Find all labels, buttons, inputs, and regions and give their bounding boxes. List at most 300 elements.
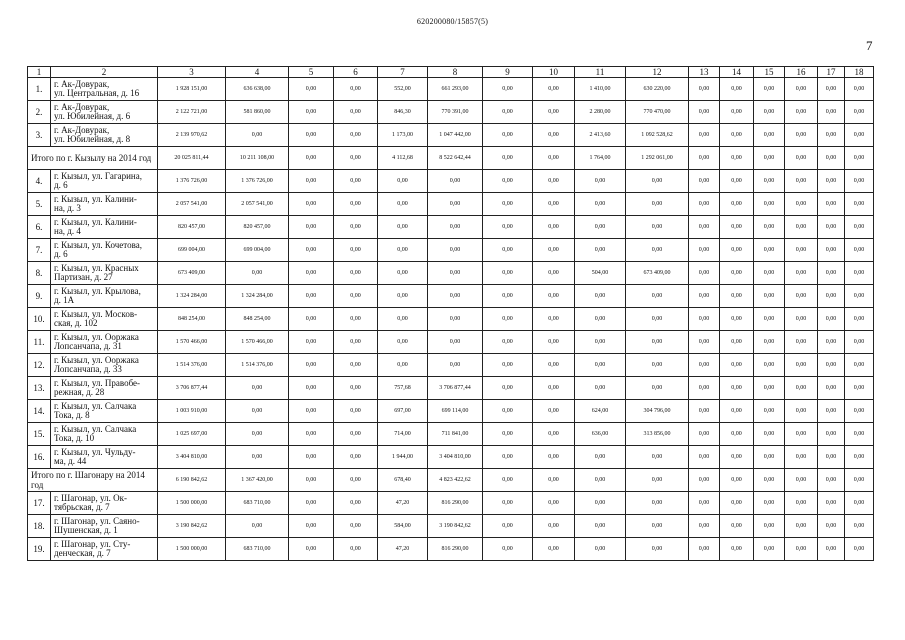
value-cell: 0,00	[533, 538, 575, 561]
value-cell: 0,00	[689, 239, 720, 262]
value-cell: 581 860,00	[226, 101, 289, 124]
address-line: г. Кызыл, ул. Калини-	[54, 216, 137, 227]
value-cell: 0,00	[626, 515, 689, 538]
value-cell: 3 190 842,62	[428, 515, 483, 538]
value-cell: 0,00	[754, 239, 785, 262]
value-cell: 0,00	[334, 262, 378, 285]
value-cell: 0,00	[785, 147, 818, 170]
value-cell: 0,00	[378, 262, 428, 285]
value-cell: 0,00	[785, 101, 818, 124]
value-cell: 0,00	[575, 469, 626, 492]
value-cell: 0,00	[754, 285, 785, 308]
value-cell: 0,00	[754, 308, 785, 331]
value-cell: 1 764,00	[575, 147, 626, 170]
value-cell: 0,00	[626, 285, 689, 308]
value-cell: 10 211 108,00	[226, 147, 289, 170]
value-cell: 0,00	[845, 124, 874, 147]
value-cell: 0,00	[334, 538, 378, 561]
value-cell: 0,00	[334, 331, 378, 354]
value-cell: 0,00	[845, 239, 874, 262]
header-cell: 6	[334, 67, 378, 78]
address-line: д. 6	[54, 249, 68, 259]
value-cell: 0,00	[334, 147, 378, 170]
value-cell: 0,00	[428, 262, 483, 285]
value-cell: 0,00	[720, 239, 754, 262]
value-cell: 0,00	[483, 469, 533, 492]
value-cell: 0,00	[226, 377, 289, 400]
value-cell: 0,00	[483, 308, 533, 331]
row-number: 12.	[28, 354, 51, 377]
value-cell: 0,00	[845, 538, 874, 561]
value-cell: 1 944,00	[378, 446, 428, 469]
header-cell: 14	[720, 67, 754, 78]
value-cell: 0,00	[818, 538, 845, 561]
value-cell: 0,00	[334, 354, 378, 377]
value-cell: 0,00	[289, 239, 334, 262]
table-row	[28, 538, 874, 561]
address-line: д. 1А	[54, 295, 75, 305]
value-cell: 0,00	[626, 193, 689, 216]
value-cell: 770 391,00	[428, 101, 483, 124]
header-cell: 18	[845, 67, 874, 78]
table-row	[28, 101, 874, 124]
value-cell: 820 457,00	[158, 216, 226, 239]
value-cell: 0,00	[785, 78, 818, 101]
value-cell: 0,00	[575, 216, 626, 239]
value-cell: 0,00	[626, 170, 689, 193]
value-cell: 0,00	[428, 331, 483, 354]
row-number: 15.	[28, 423, 51, 446]
value-cell: 699 004,00	[158, 239, 226, 262]
value-cell: 0,00	[754, 400, 785, 423]
value-cell: 0,00	[754, 515, 785, 538]
address-cell	[51, 308, 158, 331]
value-cell: 0,00	[289, 170, 334, 193]
value-cell: 0,00	[785, 423, 818, 446]
value-cell: 0,00	[845, 492, 874, 515]
value-cell: 0,00	[289, 515, 334, 538]
address-line: г. Кызыл, ул. Гагарина,	[54, 170, 142, 181]
address-line: Тока, д. 10	[54, 433, 95, 443]
value-cell: 0,00	[378, 239, 428, 262]
value-cell: 1 376 726,00	[158, 170, 226, 193]
value-cell: 2 280,00	[575, 101, 626, 124]
value-cell: 0,00	[483, 124, 533, 147]
header-cell: 1	[28, 67, 51, 78]
address-line: на, д. 3	[54, 203, 81, 213]
value-cell: 0,00	[720, 400, 754, 423]
value-cell: 0,00	[289, 423, 334, 446]
value-cell: 0,00	[289, 78, 334, 101]
value-cell: 0,00	[483, 262, 533, 285]
value-cell: 0,00	[334, 101, 378, 124]
header-cell: 16	[785, 67, 818, 78]
row-number: 3.	[28, 124, 51, 147]
value-cell: 0,00	[845, 331, 874, 354]
value-cell: 3 706 877,44	[428, 377, 483, 400]
value-cell: 0,00	[845, 193, 874, 216]
value-cell: 816 290,00	[428, 538, 483, 561]
value-cell: 0,00	[533, 331, 575, 354]
address-line: г. Шагонар, ул. Ок-	[54, 492, 127, 503]
value-cell: 0,00	[754, 170, 785, 193]
address-line: Тока, д. 8	[54, 410, 90, 420]
value-cell: 0,00	[334, 78, 378, 101]
value-cell: 0,00	[533, 354, 575, 377]
value-cell: 0,00	[845, 78, 874, 101]
value-cell: 0,00	[689, 285, 720, 308]
value-cell: 0,00	[483, 331, 533, 354]
value-cell: 0,00	[785, 170, 818, 193]
value-cell: 624,00	[575, 400, 626, 423]
value-cell: 20 025 811,44	[158, 147, 226, 170]
value-cell: 0,00	[483, 239, 533, 262]
value-cell: 0,00	[334, 193, 378, 216]
value-cell: 0,00	[845, 515, 874, 538]
value-cell: 0,00	[334, 377, 378, 400]
value-cell: 584,00	[378, 515, 428, 538]
table-row	[28, 78, 874, 101]
row-number: 7.	[28, 239, 51, 262]
address-cell	[51, 515, 158, 538]
value-cell: 0,00	[626, 538, 689, 561]
value-cell: 0,00	[533, 400, 575, 423]
value-cell: 0,00	[689, 170, 720, 193]
value-cell: 0,00	[785, 515, 818, 538]
value-cell: 848 254,00	[226, 308, 289, 331]
address-cell	[51, 124, 158, 147]
value-cell: 0,00	[378, 216, 428, 239]
value-cell: 2 057 541,00	[226, 193, 289, 216]
value-cell: 0,00	[720, 423, 754, 446]
value-cell: 673 409,00	[626, 262, 689, 285]
value-cell: 0,00	[818, 239, 845, 262]
header-cell: 15	[754, 67, 785, 78]
value-cell: 0,00	[818, 101, 845, 124]
value-cell: 313 856,00	[626, 423, 689, 446]
value-cell: 0,00	[845, 101, 874, 124]
value-cell: 0,00	[845, 170, 874, 193]
value-cell: 0,00	[785, 400, 818, 423]
value-cell: 0,00	[483, 170, 533, 193]
address-cell	[51, 331, 158, 354]
value-cell: 0,00	[720, 124, 754, 147]
value-cell: 0,00	[689, 446, 720, 469]
value-cell: 0,00	[818, 492, 845, 515]
value-cell: 0,00	[226, 446, 289, 469]
address-line: г. Шагонар, ул. Сту-	[54, 538, 131, 549]
address-cell	[51, 262, 158, 285]
table-row	[28, 331, 874, 354]
value-cell: 0,00	[754, 78, 785, 101]
value-cell: 1 570 466,00	[226, 331, 289, 354]
value-cell: 0,00	[575, 492, 626, 515]
value-cell: 0,00	[689, 515, 720, 538]
value-cell: 0,00	[334, 124, 378, 147]
value-cell: 0,00	[533, 308, 575, 331]
value-cell: 0,00	[689, 101, 720, 124]
value-cell: 0,00	[378, 193, 428, 216]
value-cell: 0,00	[626, 331, 689, 354]
value-cell: 0,00	[754, 124, 785, 147]
value-cell: 0,00	[483, 354, 533, 377]
value-cell: 699 114,00	[428, 400, 483, 423]
address-line: ул. Центральная, д. 16	[54, 88, 140, 98]
value-cell: 0,00	[226, 400, 289, 423]
value-cell: 1 410,00	[575, 78, 626, 101]
value-cell: 0,00	[785, 308, 818, 331]
value-cell: 0,00	[754, 492, 785, 515]
value-cell: 714,00	[378, 423, 428, 446]
address-line: Шушенская, д. 1	[54, 525, 118, 535]
address-line: г. Кызыл, ул. Москов-	[54, 308, 138, 319]
value-cell: 2 122 721,00	[158, 101, 226, 124]
value-cell: 0,00	[626, 469, 689, 492]
value-cell: 0,00	[818, 193, 845, 216]
value-cell: 0,00	[483, 492, 533, 515]
total-label: Итого по г. Кызылу на 2014 год	[28, 147, 158, 170]
address-line: ма, д. 44	[54, 456, 87, 466]
value-cell: 0,00	[575, 354, 626, 377]
value-cell: 0,00	[689, 331, 720, 354]
value-cell: 0,00	[689, 308, 720, 331]
document-id: 620200080/15857(5)	[416, 17, 489, 26]
value-cell: 0,00	[689, 400, 720, 423]
value-cell: 0,00	[575, 193, 626, 216]
address-cell	[51, 239, 158, 262]
header-cell: 11	[575, 67, 626, 78]
value-cell: 673 409,00	[158, 262, 226, 285]
value-cell: 0,00	[575, 308, 626, 331]
table-row	[28, 193, 874, 216]
value-cell: 0,00	[818, 400, 845, 423]
table-row	[28, 308, 874, 331]
header-cell: 10	[533, 67, 575, 78]
value-cell: 0,00	[378, 285, 428, 308]
value-cell: 0,00	[720, 216, 754, 239]
value-cell: 1 514 376,00	[158, 354, 226, 377]
address-line: г. Шагонар, ул. Саяно-	[54, 515, 140, 526]
value-cell: 0,00	[483, 193, 533, 216]
header-cell: 12	[626, 67, 689, 78]
page-number: 7	[866, 38, 873, 53]
value-cell: 0,00	[334, 446, 378, 469]
value-cell: 4 823 422,62	[428, 469, 483, 492]
value-cell: 0,00	[626, 308, 689, 331]
value-cell: 0,00	[533, 377, 575, 400]
value-cell: 0,00	[226, 124, 289, 147]
value-cell: 0,00	[289, 262, 334, 285]
address-cell	[51, 170, 158, 193]
value-cell: 630 220,00	[626, 78, 689, 101]
value-cell: 0,00	[289, 216, 334, 239]
value-cell: 0,00	[334, 308, 378, 331]
value-cell: 0,00	[689, 492, 720, 515]
value-cell: 0,00	[289, 492, 334, 515]
value-cell: 0,00	[575, 377, 626, 400]
value-cell: 0,00	[754, 262, 785, 285]
address-cell	[51, 538, 158, 561]
address-line: режная, д. 28	[54, 387, 105, 397]
address-cell	[51, 78, 158, 101]
header-cell: 17	[818, 67, 845, 78]
address-line: г. Кызыл, ул. Салчака	[54, 400, 137, 411]
value-cell: 0,00	[289, 377, 334, 400]
value-cell: 0,00	[818, 469, 845, 492]
row-number: 6.	[28, 216, 51, 239]
value-cell: 0,00	[483, 101, 533, 124]
table-row	[28, 262, 874, 285]
value-cell: 0,00	[575, 515, 626, 538]
value-cell: 0,00	[533, 285, 575, 308]
value-cell: 0,00	[720, 538, 754, 561]
address-line: д. 6	[54, 180, 68, 190]
value-cell: 0,00	[533, 469, 575, 492]
value-cell: 0,00	[818, 124, 845, 147]
value-cell: 0,00	[720, 101, 754, 124]
address-cell	[51, 400, 158, 423]
value-cell: 0,00	[754, 354, 785, 377]
value-cell: 0,00	[289, 147, 334, 170]
row-number: 4.	[28, 170, 51, 193]
value-cell: 1 003 910,00	[158, 400, 226, 423]
address-line: ская, д. 102	[54, 318, 98, 328]
value-cell: 0,00	[785, 331, 818, 354]
row-number: 5.	[28, 193, 51, 216]
value-cell: 848 254,00	[158, 308, 226, 331]
value-cell: 0,00	[720, 308, 754, 331]
value-cell: 0,00	[334, 285, 378, 308]
address-line: г. Кызыл, ул. Крылова,	[54, 285, 141, 296]
address-line: денческая, д. 7	[54, 548, 111, 558]
value-cell: 1 292 061,00	[626, 147, 689, 170]
row-number: 18.	[28, 515, 51, 538]
value-cell: 0,00	[428, 354, 483, 377]
value-cell: 0,00	[378, 331, 428, 354]
value-cell: 0,00	[533, 147, 575, 170]
value-cell: 0,00	[754, 331, 785, 354]
value-cell: 0,00	[289, 193, 334, 216]
address-cell	[51, 285, 158, 308]
value-cell: 0,00	[689, 78, 720, 101]
value-cell: 0,00	[785, 285, 818, 308]
value-cell: 0,00	[720, 446, 754, 469]
value-cell: 0,00	[785, 193, 818, 216]
address-cell	[51, 101, 158, 124]
value-cell: 0,00	[845, 400, 874, 423]
value-cell: 757,68	[378, 377, 428, 400]
value-cell: 0,00	[289, 285, 334, 308]
header-cell: 8	[428, 67, 483, 78]
value-cell: 0,00	[533, 262, 575, 285]
value-cell: 0,00	[483, 78, 533, 101]
value-cell: 0,00	[845, 147, 874, 170]
value-cell: 1 324 284,00	[226, 285, 289, 308]
value-cell: 0,00	[334, 423, 378, 446]
value-cell: 1 025 697,00	[158, 423, 226, 446]
table-row	[28, 285, 874, 308]
value-cell: 1 173,00	[378, 124, 428, 147]
value-cell: 0,00	[533, 101, 575, 124]
value-cell: 0,00	[689, 147, 720, 170]
value-cell: 0,00	[720, 262, 754, 285]
value-cell: 0,00	[689, 124, 720, 147]
header-cell: 9	[483, 67, 533, 78]
value-cell: 0,00	[289, 331, 334, 354]
value-cell: 0,00	[785, 262, 818, 285]
value-cell: 678,40	[378, 469, 428, 492]
value-cell: 0,00	[785, 469, 818, 492]
value-cell: 0,00	[754, 446, 785, 469]
value-cell: 0,00	[533, 216, 575, 239]
value-cell: 0,00	[378, 308, 428, 331]
value-cell: 0,00	[289, 101, 334, 124]
value-cell: 8 522 642,44	[428, 147, 483, 170]
row-number: 11.	[28, 331, 51, 354]
address-cell	[51, 354, 158, 377]
value-cell: 0,00	[626, 492, 689, 515]
value-cell: 0,00	[689, 262, 720, 285]
value-cell: 0,00	[720, 492, 754, 515]
value-cell: 0,00	[289, 308, 334, 331]
table-row	[28, 515, 874, 538]
value-cell: 1 376 726,00	[226, 170, 289, 193]
data-table	[27, 66, 874, 561]
table-row	[28, 170, 874, 193]
value-cell: 683 710,00	[226, 538, 289, 561]
header-cell: 3	[158, 67, 226, 78]
address-cell	[51, 446, 158, 469]
value-cell: 504,00	[575, 262, 626, 285]
value-cell: 0,00	[334, 170, 378, 193]
value-cell: 0,00	[289, 469, 334, 492]
value-cell: 0,00	[689, 216, 720, 239]
header-row	[28, 67, 874, 78]
address-line: на, д. 4	[54, 226, 81, 236]
value-cell: 636 638,00	[226, 78, 289, 101]
value-cell: 0,00	[289, 400, 334, 423]
value-cell: 0,00	[785, 216, 818, 239]
value-cell: 0,00	[483, 446, 533, 469]
value-cell: 0,00	[845, 446, 874, 469]
row-number: 14.	[28, 400, 51, 423]
value-cell: 0,00	[818, 285, 845, 308]
value-cell: 0,00	[720, 469, 754, 492]
table-row	[28, 354, 874, 377]
value-cell: 0,00	[378, 354, 428, 377]
value-cell: 0,00	[818, 308, 845, 331]
value-cell: 0,00	[689, 354, 720, 377]
value-cell: 0,00	[428, 193, 483, 216]
value-cell: 0,00	[720, 285, 754, 308]
table-row	[28, 423, 874, 446]
value-cell: 0,00	[575, 538, 626, 561]
row-number: 16.	[28, 446, 51, 469]
address-line: г. Кызыл, ул. Красных	[54, 262, 139, 273]
value-cell: 0,00	[845, 354, 874, 377]
value-cell: 0,00	[845, 216, 874, 239]
value-cell: 0,00	[818, 423, 845, 446]
value-cell: 0,00	[720, 78, 754, 101]
row-number: 19.	[28, 538, 51, 561]
value-cell: 0,00	[720, 147, 754, 170]
header-cell: 4	[226, 67, 289, 78]
value-cell: 0,00	[689, 538, 720, 561]
header-cell: 2	[51, 67, 158, 78]
value-cell: 0,00	[785, 124, 818, 147]
value-cell: 0,00	[428, 308, 483, 331]
value-cell: 0,00	[845, 423, 874, 446]
